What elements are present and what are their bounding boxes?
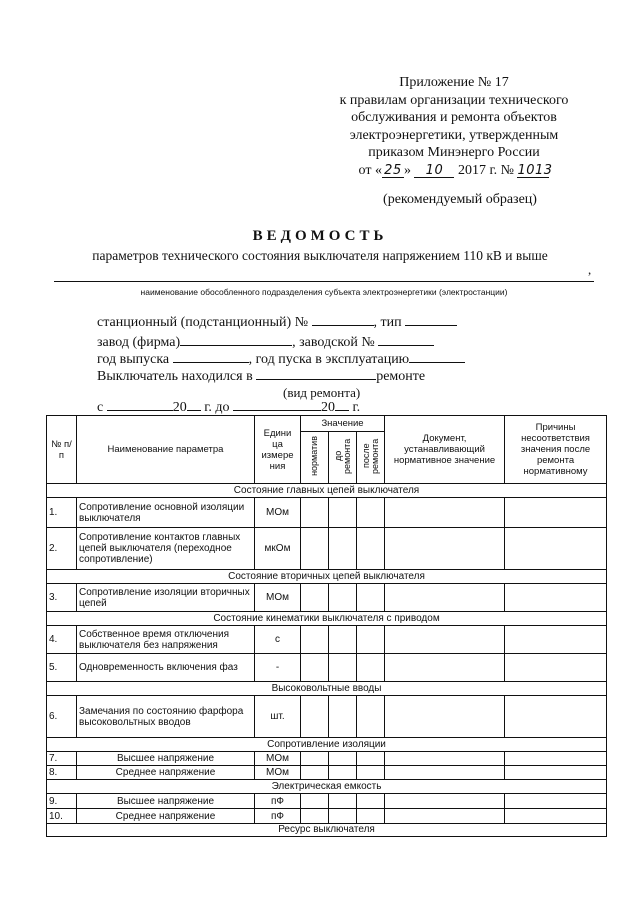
section-insulation: Сопротивление изоляции — [47, 738, 607, 752]
from-blank — [107, 399, 173, 411]
table-row: 2. Сопротивление контактов главных цепей выключателя (переходное сопротивление) мкОм — [47, 528, 607, 570]
start-blank — [409, 351, 465, 363]
table-row: 3. Сопротивление изоляции вторичных цепей МОм — [47, 584, 607, 612]
to-year-blank — [335, 399, 349, 411]
header-unit: Едини ца измере ния — [255, 416, 301, 484]
document-title: ВЕДОМОСТЬ — [252, 228, 388, 244]
appendix-block — [318, 74, 590, 179]
field-state: Выключатель находился в ремонте — [97, 369, 426, 384]
header-reason: Причины несоответствия значения после ремонта нормативному — [505, 416, 607, 484]
appendix-line-2: к правилам организации технического — [339, 92, 569, 108]
type-blank — [405, 314, 457, 326]
header-norm: норматив — [301, 432, 329, 484]
header-doc: Документ, устанавливающий нормативное значение — [385, 416, 505, 484]
to-blank — [233, 399, 321, 411]
header-after: после ремонта — [357, 432, 385, 484]
document-subtitle: параметров технического состояния выключателя напряжением 110 кВ и выше — [92, 248, 548, 263]
header-value: Значение — [301, 416, 385, 432]
order-month: 10 — [414, 164, 454, 178]
section-main-circuits: Состояние главных цепей выключателя — [47, 484, 607, 498]
appendix-number: Приложение № 17 — [399, 75, 509, 90]
table-row: 10. Среднее напряжение пФ — [47, 809, 607, 824]
table-row: 8. Среднее напряжение МОм — [47, 766, 607, 780]
order-number: 1013 — [517, 162, 553, 178]
subtitle-comma: , — [588, 262, 592, 277]
appendix-line-5: приказом Минэнерго России — [368, 145, 540, 160]
parameters-table — [46, 415, 607, 837]
year-blank — [173, 351, 249, 363]
section-capacitance: Электрическая емкость — [47, 780, 607, 794]
org-name-line — [54, 281, 594, 282]
table-row: 5. Одновременность включения фаз - — [47, 654, 607, 682]
plant-blank — [180, 334, 292, 346]
section-hv-bushings: Высоковольтные вводы — [47, 682, 607, 696]
from-year-blank — [187, 399, 201, 411]
appendix-line-4: электроэнергетики, утвержденным — [349, 127, 559, 143]
field-station: станционный (подстанционный) № , тип — [97, 314, 457, 331]
table-row: 9. Высшее напряжение пФ — [47, 794, 607, 809]
field-year: год выпуска , год пуска в эксплуатацию — [97, 351, 465, 368]
order-date-line: от « 25 » 10 2017 г. № 1013 — [358, 162, 553, 178]
org-name-caption: наименование обособленного подразделения субъекта электроэнергетики (электростанции) — [140, 287, 508, 297]
field-plant: завод (фирма) , заводской № — [97, 334, 434, 351]
table-row: 1. Сопротивление основной изоляции выключателя МОм — [47, 498, 607, 528]
repair-kind-caption: (вид ремонта) — [283, 385, 361, 400]
table-header-row — [47, 416, 607, 432]
serial-blank — [378, 334, 434, 346]
field-period: с 20 г. до 20 г. — [97, 400, 361, 415]
section-resource: Ресурс выключателя — [47, 824, 607, 837]
section-secondary-circuits: Состояние вторичных цепей выключателя — [47, 570, 607, 584]
table-row: 4. Собственное время отключения выключателя без напряжения с — [47, 626, 607, 654]
table-row: 7. Высшее напряжение МОм — [47, 752, 607, 766]
header-name: Наименование параметра — [77, 416, 255, 484]
sample-note: (рекомендуемый образец) — [383, 192, 537, 207]
table-row: 6. Замечания по состоянию фарфора высоковольтных вводов шт. — [47, 696, 607, 738]
appendix-line-3: обслуживания и ремонта объектов — [351, 110, 557, 125]
station-blank — [312, 314, 374, 326]
order-day: 25 — [382, 164, 404, 178]
header-before: до ремонта — [329, 432, 357, 484]
header-num: № п/п — [47, 416, 77, 484]
repair-kind-blank — [256, 368, 376, 380]
section-kinematics: Состояние кинематики выключателя с приводом — [47, 612, 607, 626]
